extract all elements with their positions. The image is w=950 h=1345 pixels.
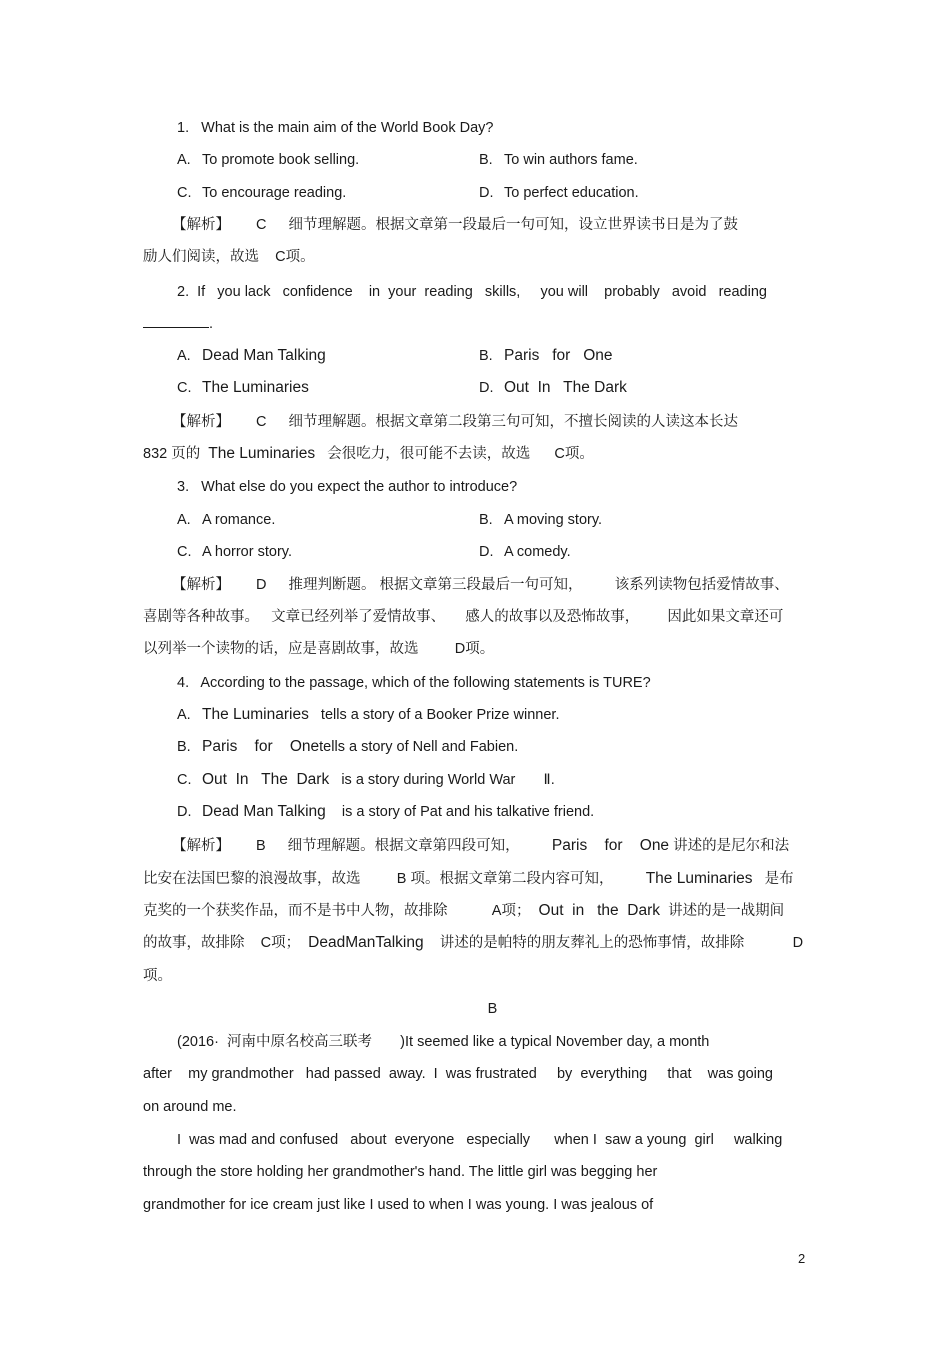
passage-p2-line3: grandmother for ice cream just like I used to when I was young. I was jealous of [143,1197,654,1213]
q4-analysis-line2: 比安在法国巴黎的浪漫故事，故选 B 项。根据文章第二段内容可知， The Luminaries 是布 [143,870,794,887]
q1-option-a: A. To promote book selling. [177,152,360,168]
q3-option-d: D. A comedy. [479,544,571,560]
q2-option-c: C. The Luminaries [177,379,309,396]
q3-option-c: C. A horror story. [177,544,292,560]
q3-analysis-line2: 喜剧等各种故事。 文章已经列举了爱情故事、 感人的故事以及恐怖故事， 因此如果文章还可 [143,609,784,625]
q4-option-b: B. Paris for Onetells a story of Nell and Fabien. [177,738,519,755]
passage-p1-line2: after my grandmother had passed away. I was frustrated by everything that was going [143,1066,773,1082]
q1-option-b: B. To win authors fame. [479,152,638,168]
q2-option-b: B. Paris for One [479,347,613,364]
q1-stem: 1. What is the main aim of the World Book Day? [177,120,494,136]
q2-blank: . [143,314,213,334]
q2-option-d: D. Out In The Dark [479,379,627,396]
passage-p2-line2: through the store holding her grandmother's hand. The little girl was begging her [143,1164,658,1180]
section-label: B [487,1001,498,1017]
passage-p2-line1: I was mad and confused about everyone especially when I saw a young girl walking [177,1132,783,1148]
q3-option-a: A. A romance. [177,512,276,528]
q3-option-b: B. A moving story. [479,512,603,528]
q4-option-a: A. The Luminaries tells a story of a Booker Prize winner. [177,706,560,723]
q3-analysis-line1: 【解析】 D 推理判断题。 根据文章第三段最后一句可知， 该系列读物包括爱情故事、 [172,577,789,593]
q4-analysis-line4: 的故事，故排除 C项； DeadManTalking 讲述的是帕特的朋友葬礼上的恐怖事情，故排除 D [143,934,804,951]
q3-stem: 3. What else do you expect the author to introduce? [177,479,518,495]
passage-p1-line3: on around me. [143,1099,237,1115]
q1-option-c: C. To encourage reading. [177,185,347,201]
q4-option-c: C. Out In The Dark is a story during World War Ⅱ. [177,771,555,788]
passage-p1-line1: (2016· 河南中原名校高三联考 )It seemed like a typical November day, a month [177,1034,710,1050]
q2-analysis-line2: 832 页的 The Luminaries 会很吃力，很可能不去读，故选 C项。 [143,445,594,462]
q3-analysis-line3: 以列举一个读物的话，应是喜剧故事，故选 D项。 [143,641,495,657]
q2-analysis-line1: 【解析】 C 细节理解题。根据文章第二段第三句可知，不擅长阅读的人读这本长达 [172,414,738,430]
q1-option-d: D. To perfect education. [479,185,639,201]
q4-analysis-line1: 【解析】 B 细节理解题。根据文章第四段可知， Paris for One 讲述的是尼尔和法 [172,837,790,854]
q4-stem: 4. According to the passage, which of the following statements is TURE? [177,675,651,691]
q4-analysis-line3: 克奖的一个获奖作品，而不是书中人物，故排除 A项； Out in the Dark 讲述的是一战期间 [143,902,785,919]
q1-analysis-line1: 【解析】 C 细节理解题。根据文章第一段最后一句可知，设立世界读书日是为了鼓 [172,217,738,233]
page-number: 2 [798,1251,806,1266]
q4-analysis-line5: 项。 [143,968,172,984]
q4-option-d: D. Dead Man Talking is a story of Pat and his talkative friend. [177,803,595,820]
q2-stem: 2. If you lack confidence in your reading skills, you will probably avoid reading [177,284,767,300]
q2-option-a: A. Dead Man Talking [177,347,326,364]
q1-analysis-line2: 励人们阅读，故选 C项。 [143,249,315,265]
